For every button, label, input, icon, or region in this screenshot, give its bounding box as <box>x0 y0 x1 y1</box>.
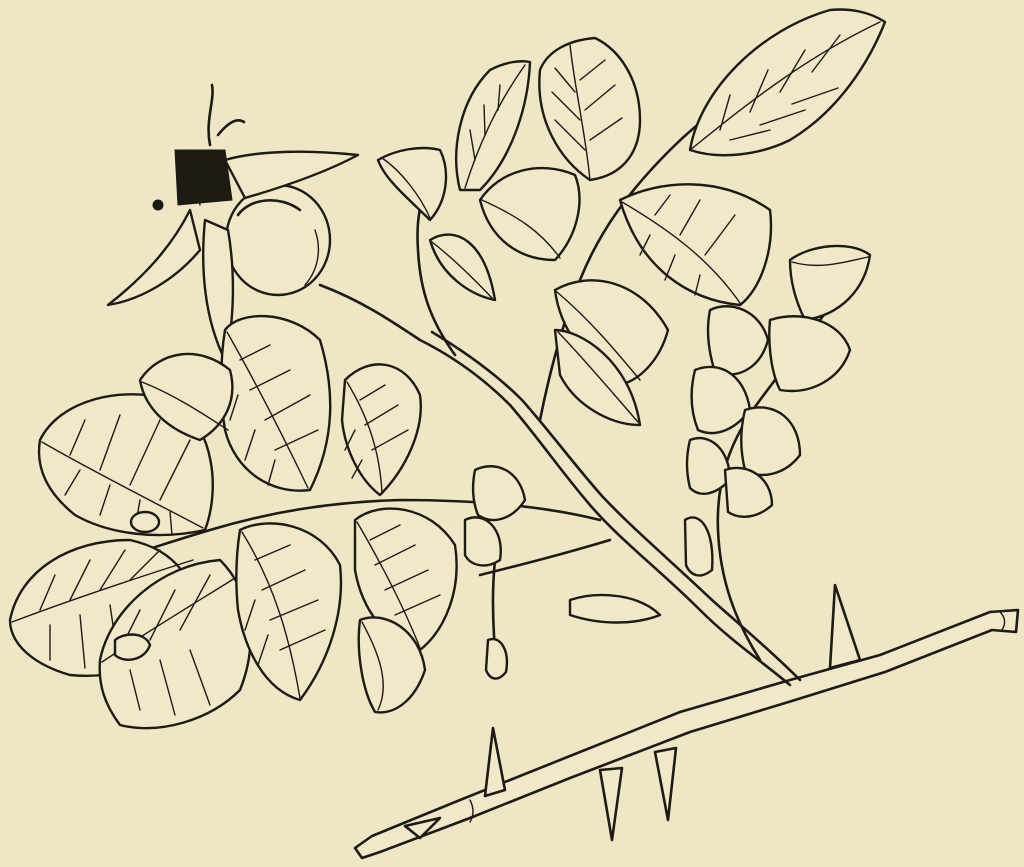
main-stem <box>355 585 1018 858</box>
thorn <box>655 748 676 820</box>
sepal <box>108 210 200 305</box>
bud <box>486 639 507 679</box>
thorn <box>830 585 860 668</box>
leaves <box>10 10 885 729</box>
rose-hip <box>108 85 358 360</box>
thorn <box>485 728 505 796</box>
thorn <box>600 768 622 840</box>
